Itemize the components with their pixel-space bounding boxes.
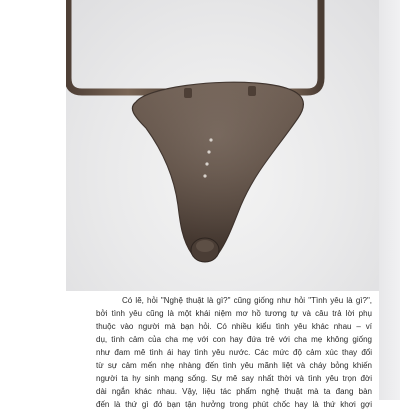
article-line: dài ngắn khác nhau. Vậy, liệu tác phẩm nghệ thuật mà ta đang bàn (96, 387, 372, 396)
article-paragraph (96, 294, 372, 411)
article-line: thuộc vào người mà bạn hỏi. Có nhiều kiểu tình yêu khác nhau – ví (96, 322, 372, 331)
article-line: như đam mê tình ái hay tình yêu nước. Các mức độ cảm xúc thay đổi (96, 348, 372, 357)
article-line: Có lẽ, hỏi "Nghệ thuật là gì?" cũng giống như hỏi "Tình yêu là gì?", (122, 296, 372, 305)
page-edge (379, 0, 400, 400)
sculpture-photo (66, 0, 379, 291)
article-line: bởi tình yêu cũng là một khái niệm mơ hồ tương tự và câu trả lời phụ (96, 309, 372, 318)
article-line: người ta hy sinh mạng sống. Sự mê say nhất thời và tình yêu trọn đời (96, 374, 372, 383)
article-line: đến là thứ gì đó bạn tận hưởng trong phút chốc hay là thứ khơi gợi (96, 400, 372, 409)
article-line: từ sự cảm mến nhẹ nhàng đến tình yêu mãnh liệt và cháy bỏng khiến (96, 361, 372, 370)
bull-head-sculpture-icon (66, 0, 379, 291)
article-line: dụ, tình cảm của cha mẹ với con hay đứa trẻ với cha mẹ không giống (96, 335, 372, 344)
